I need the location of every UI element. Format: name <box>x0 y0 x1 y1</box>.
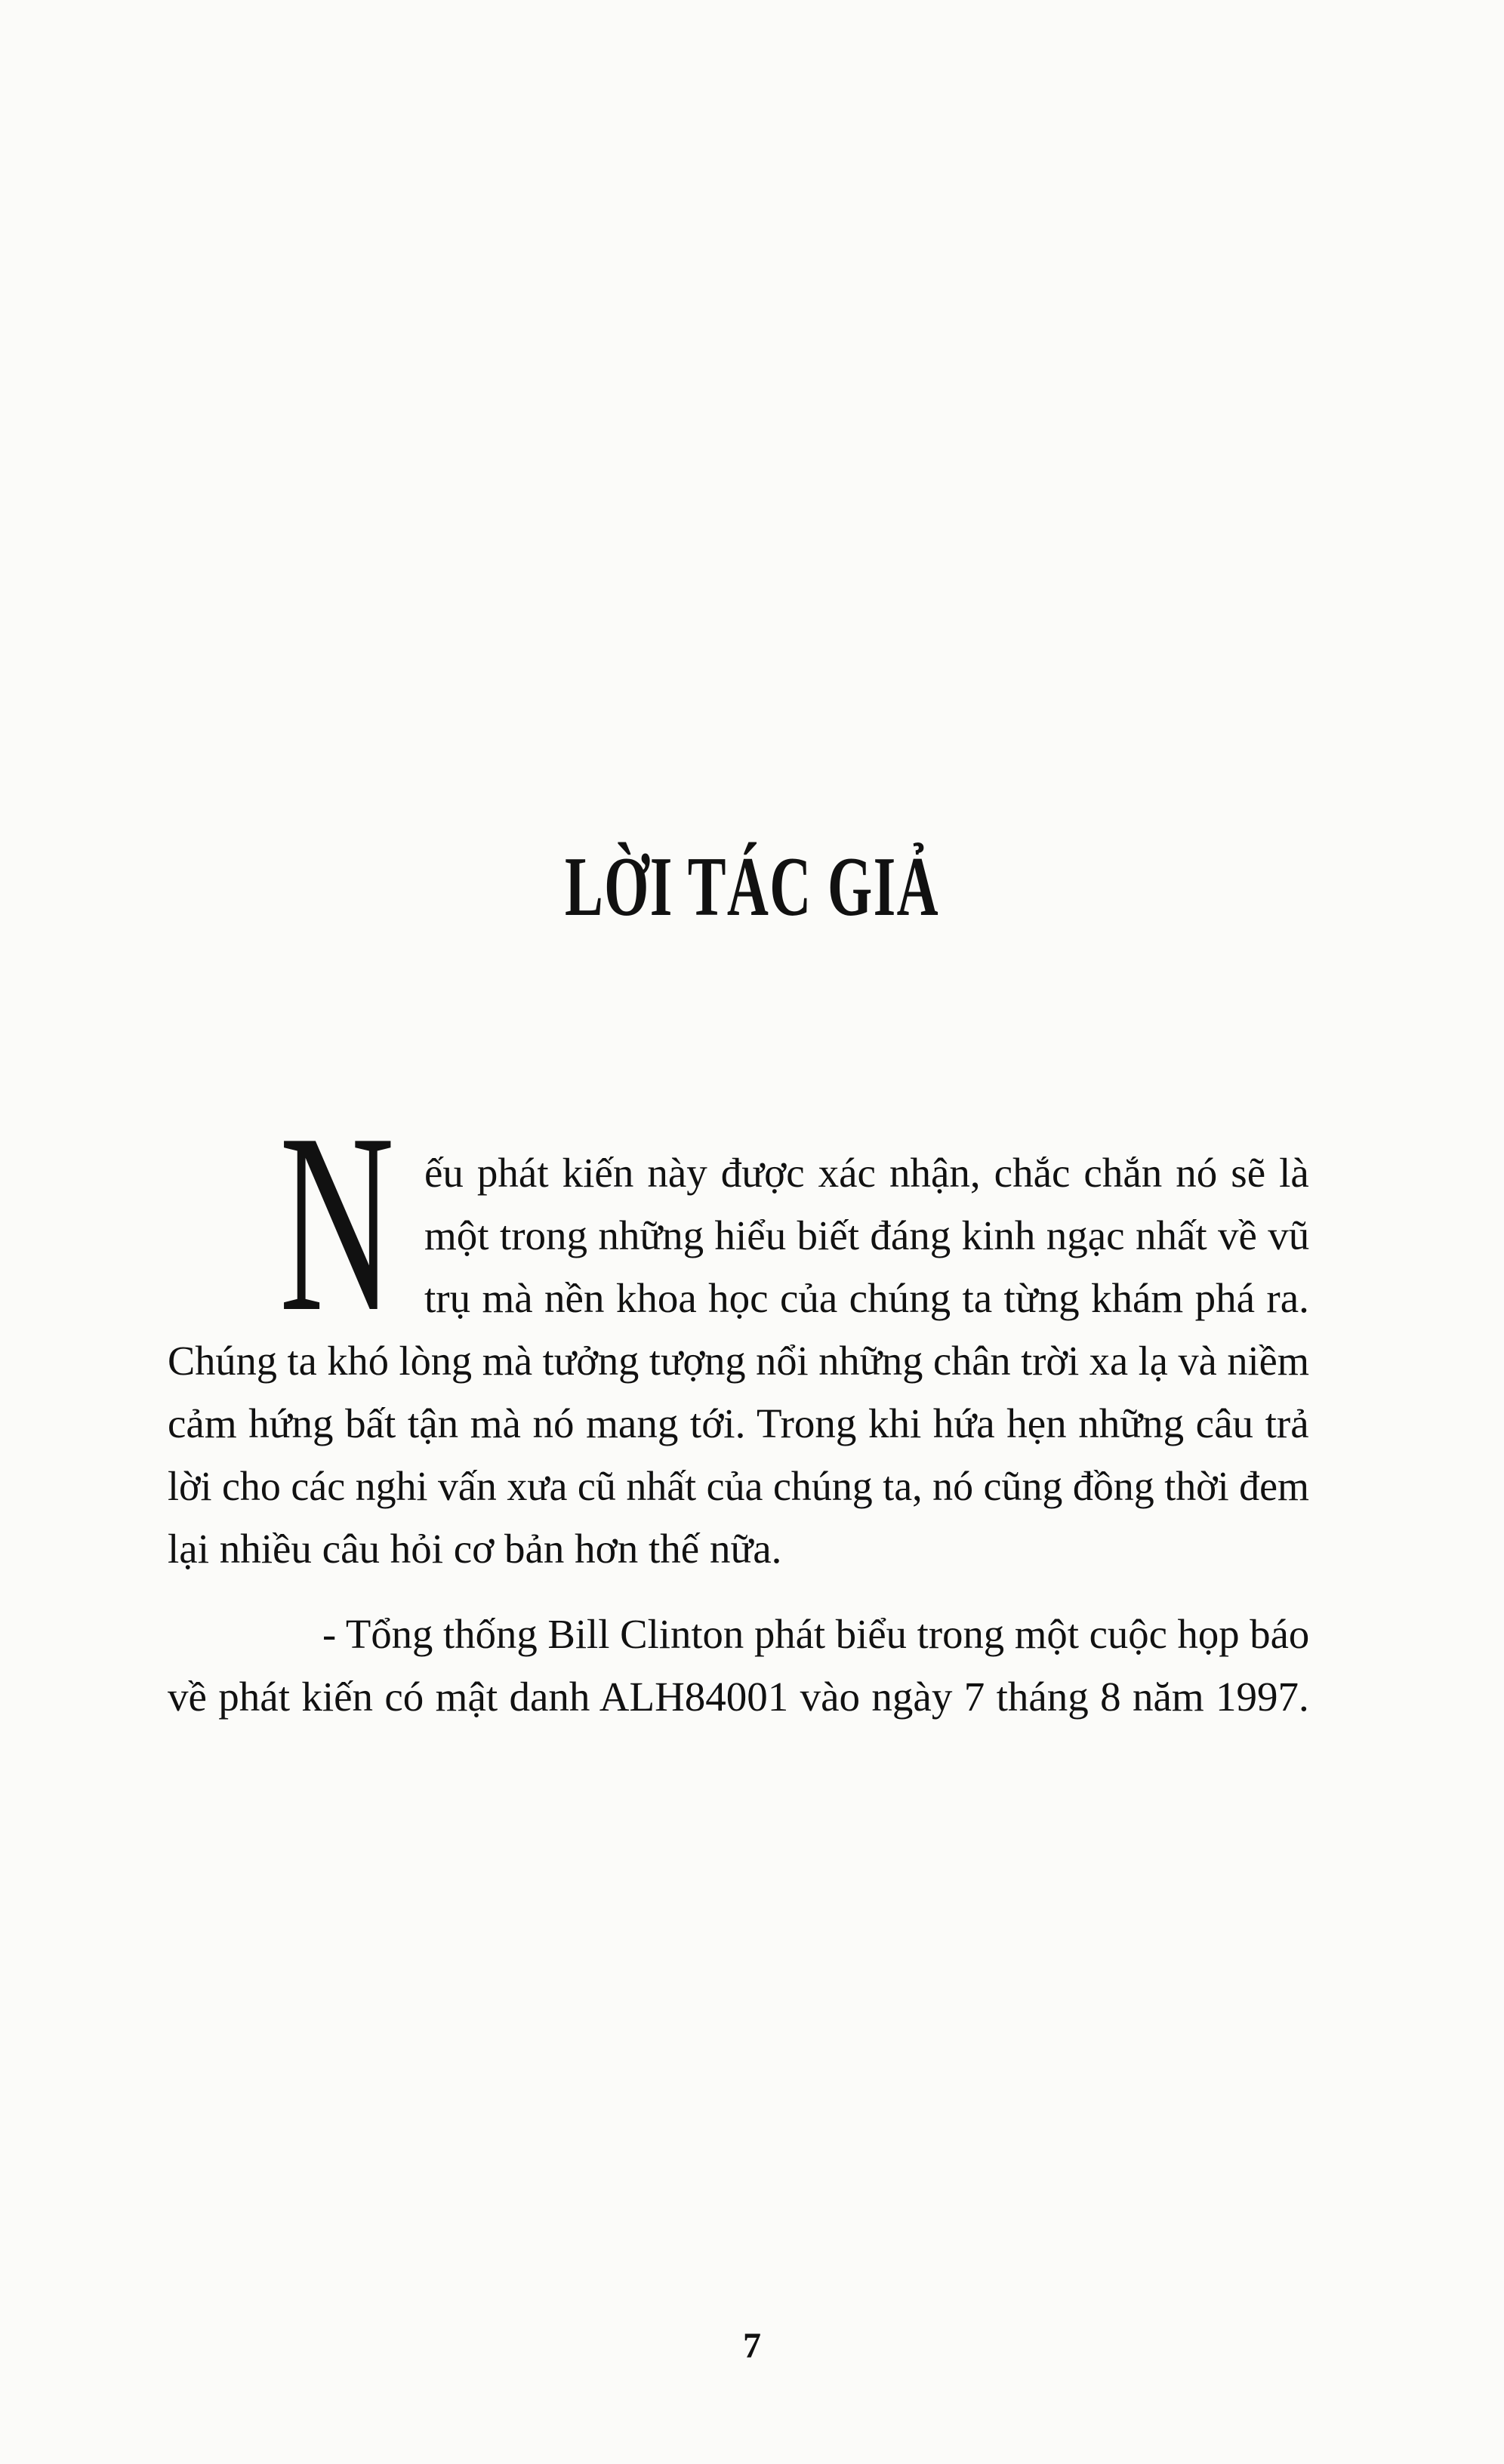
drop-cap: N <box>279 1080 395 1365</box>
body-line: Chúng ta khó lòng mà tưởng tượng nổi những chân trời xa lạ và niềm <box>168 1338 1310 1384</box>
quote-line: về phát kiến có mật danh ALH84001 vào ngày 7 tháng 8 năm 1997. <box>168 1674 1309 1720</box>
body-paragraph <box>168 1080 1310 1580</box>
page-number: 7 <box>743 2326 761 2366</box>
body-line: một trong những hiểu biết đáng kinh ngạc nhất về vũ <box>424 1212 1310 1258</box>
quote-attribution <box>168 1603 1309 1728</box>
body-line: ếu phát kiến này được xác nhận, chắc chắn nó sẽ là <box>424 1150 1309 1196</box>
body-line: lời cho các nghi vấn xưa cũ nhất của chúng ta, nó cũng đồng thời đem <box>168 1463 1309 1509</box>
body-line: trụ mà nền khoa học của chúng ta từng khám phá ra. <box>424 1275 1309 1321</box>
quote-line: - Tổng thống Bill Clinton phát biểu trong một cuộc họp báo <box>322 1611 1310 1657</box>
body-line: lại nhiều câu hỏi cơ bản hơn thế nữa. <box>168 1526 782 1572</box>
body-line: cảm hứng bất tận mà nó mang tới. Trong khi hứa hẹn những câu trả <box>168 1400 1309 1446</box>
page-title: LỜI TÁC GIẢ <box>564 840 940 934</box>
